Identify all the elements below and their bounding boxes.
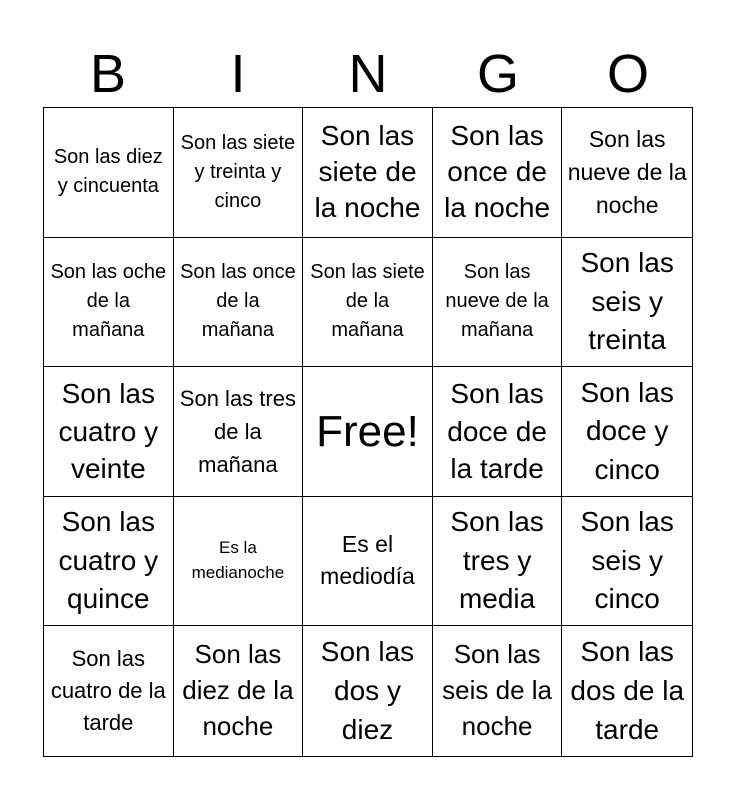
bingo-header — [43, 40, 693, 108]
bingo-cell[interactable] — [44, 497, 174, 627]
cell-text: Son las siete de la mañana — [310, 261, 425, 342]
bingo-cell[interactable] — [303, 626, 433, 756]
bingo-cell[interactable] — [433, 238, 563, 368]
cell-text: Son las seis y cinco — [580, 506, 674, 615]
bingo-cell[interactable] — [174, 367, 304, 497]
bingo-cell[interactable] — [562, 367, 692, 497]
bingo-cell[interactable] — [433, 497, 563, 627]
cell-text: Son las diez y cincuenta — [53, 146, 163, 198]
cell-text: Son las tres y media — [450, 506, 544, 615]
header-letter-g: G — [476, 44, 519, 104]
cell-text: Son las once de la noche — [444, 119, 551, 224]
cell-text: Son las oche de la mañana — [50, 261, 167, 342]
cell-text: Son las cuatro y quince — [58, 506, 159, 615]
bingo-cell[interactable] — [433, 626, 563, 756]
bingo-cell[interactable] — [174, 497, 304, 627]
cell-text: Son las nueve de la noche — [567, 125, 687, 218]
bingo-board — [43, 107, 693, 757]
bingo-cell[interactable] — [174, 108, 304, 238]
cell-text: Son las seis y treinta — [580, 246, 674, 356]
cell-text: Son las seis de la noche — [442, 639, 553, 742]
header-letter-b: B — [89, 44, 127, 104]
bingo-cell[interactable] — [174, 238, 304, 368]
cell-text: Son las diez de la noche — [182, 639, 294, 742]
bingo-cell[interactable] — [303, 497, 433, 627]
cell-text: Son las siete y treinta y cinco — [180, 131, 296, 212]
cell-text: Son las nueve de la mañana — [445, 261, 549, 342]
cell-text: Es el mediodía — [320, 531, 415, 590]
bingo-cell[interactable] — [562, 497, 692, 627]
cell-text: Son las siete de la noche — [314, 119, 421, 224]
free-space-text: Free! — [316, 406, 419, 456]
bingo-cell[interactable] — [44, 626, 174, 756]
cell-text: Son las doce de la tarde — [447, 377, 547, 485]
bingo-cell[interactable] — [174, 626, 304, 756]
bingo-cell[interactable] — [562, 238, 692, 368]
cell-text: Son las tres de la mañana — [179, 385, 296, 477]
cell-text: Son las cuatro y veinte — [58, 377, 159, 485]
bingo-cell[interactable] — [562, 626, 692, 756]
cell-text: Son las once de la mañana — [180, 261, 296, 342]
cell-text: Son las doce y cinco — [580, 376, 674, 485]
bingo-cell[interactable] — [303, 238, 433, 368]
bingo-cell[interactable] — [44, 108, 174, 238]
cell-text: Son las dos y diez — [320, 636, 415, 745]
bingo-cell[interactable] — [303, 108, 433, 238]
header-letter-i: I — [230, 44, 246, 104]
bingo-cell[interactable] — [433, 367, 563, 497]
header-letter-n: N — [348, 44, 388, 104]
bingo-cell-free[interactable] — [303, 367, 433, 497]
bingo-cell[interactable] — [562, 108, 692, 238]
cell-text: Son las dos de la tarde — [570, 636, 685, 745]
cell-text: Es la medianoche — [191, 538, 285, 583]
cell-text: Son las cuatro de la tarde — [50, 646, 166, 736]
bingo-cell[interactable] — [44, 238, 174, 368]
bingo-cell[interactable] — [433, 108, 563, 238]
header-letter-o: O — [606, 44, 649, 104]
bingo-cell[interactable] — [44, 367, 174, 497]
